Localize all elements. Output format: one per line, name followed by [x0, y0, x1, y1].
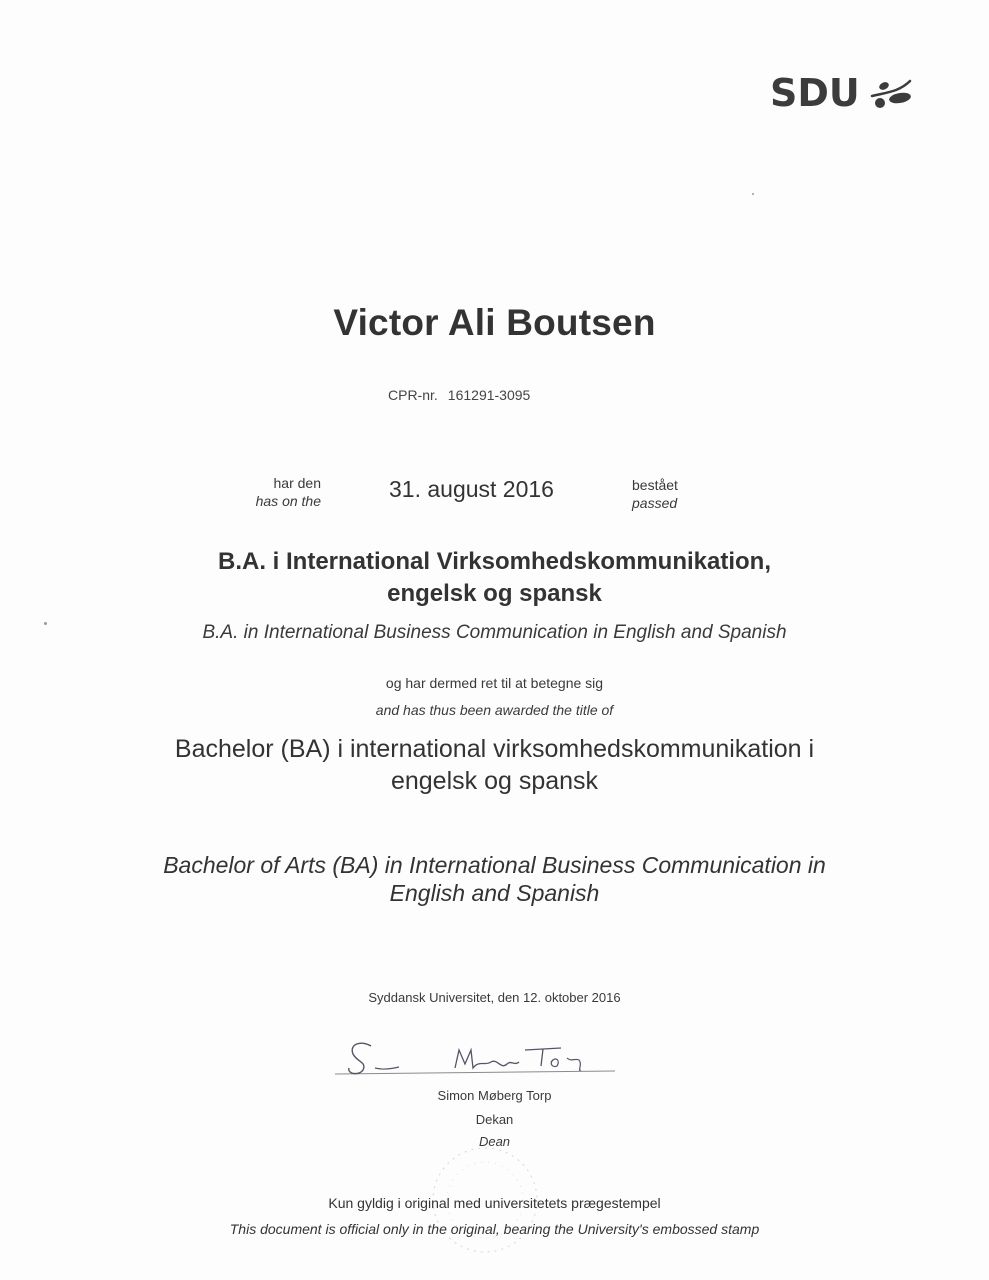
cpr-label: CPR-nr.	[388, 387, 438, 403]
title-da-line1: Bachelor (BA) i international virksomhedskommunikation i	[174, 735, 815, 763]
completion-prefix	[236, 474, 321, 510]
awarded-text-da: og har dermed ret til at betegne sig	[385, 675, 604, 691]
cpr-value: 161291-3095	[447, 387, 531, 403]
completion-prefix-en: has on the	[255, 493, 321, 509]
completion-suffix-da: bestået	[632, 477, 678, 493]
handwritten-signature	[335, 1036, 615, 1080]
completion-suffix	[632, 476, 678, 512]
title-da	[0, 733, 989, 797]
title-da-line2: engelsk og spansk	[390, 767, 599, 795]
scan-speck	[44, 622, 47, 625]
completion-prefix-da: har den	[273, 475, 321, 491]
awarded-text	[0, 670, 989, 724]
degree-name-da	[0, 546, 989, 610]
sdu-olive-branch-icon	[870, 78, 914, 112]
place-date: Syddansk Universitet, den 12. oktober 2016	[368, 990, 621, 1005]
title-en	[0, 851, 989, 907]
validity-notice-da: Kun gyldig i original med universitetets prægestempel	[328, 1195, 661, 1211]
recipient-name: Victor Ali Boutsen	[333, 302, 656, 343]
sdu-logo	[770, 70, 915, 116]
completion-date: 31. august 2016	[389, 476, 554, 502]
signatory-name: Simon Møberg Torp	[437, 1088, 552, 1103]
validity-notice-en: This document is official only in the original, bearing the University's embossed stamp	[229, 1221, 760, 1237]
degree-name-da-line2: engelsk og spansk	[387, 580, 602, 607]
logo-text: SDU	[770, 71, 860, 115]
degree-name-da-line1: B.A. i International Virksomhedskommunikation,	[218, 548, 771, 575]
signatory-role-en: Dean	[478, 1134, 511, 1149]
degree-name-en: B.A. in International Business Communication in English and Spanish	[202, 622, 787, 643]
awarded-text-en: and has thus been awarded the title of	[375, 702, 614, 718]
completion-suffix-en: passed	[632, 495, 678, 511]
title-en-line1: Bachelor of Arts (BA) in International Business Communication in	[163, 852, 826, 878]
validity-notice	[0, 1190, 989, 1242]
scan-speck	[752, 193, 754, 195]
title-en-line2: English and Spanish	[389, 880, 600, 906]
cpr-line	[388, 387, 530, 403]
signatory-role-da: Dekan	[475, 1112, 514, 1127]
